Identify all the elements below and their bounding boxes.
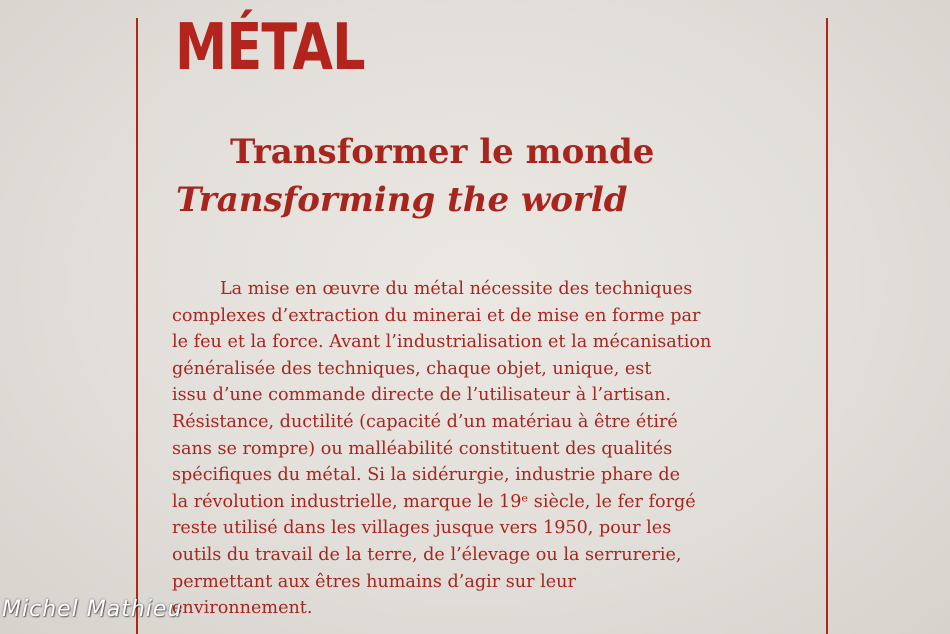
left-vertical-rule — [136, 18, 138, 634]
paragraph-line: Résistance, ductilité (capacité d’un matériau à être étiré — [172, 411, 678, 432]
paragraph-line: reste utilisé dans les villages jusque vers 1950, pour les — [172, 518, 672, 539]
paragraph-line: La mise en œuvre du métal nécessite des techniques — [220, 279, 693, 299]
paragraph-line: la révolution industrielle, marque le 19ᵉ siècle, le fer forgé — [172, 491, 696, 512]
paragraph-line: généralisée des techniques, chaque objet, unique, est — [172, 358, 652, 379]
paragraph-line: issu d’une commande directe de l’utilisateur à l’artisan. — [172, 385, 672, 406]
right-vertical-rule — [826, 18, 828, 634]
subtitle-french: Transformer le monde — [230, 132, 655, 172]
paragraph-line: permettant aux êtres humains d’agir sur leur — [172, 571, 576, 592]
paragraph-line: complexes d’extraction du minerai et de mise en forme par — [172, 305, 701, 326]
paragraph-line: environnement. — [172, 598, 313, 619]
photographer-watermark: Michel Mathieu — [2, 597, 183, 622]
subtitle-english: Transforming the world — [176, 180, 628, 220]
paragraph-line: outils du travail de la terre, de l’élevage ou la serrurerie, — [172, 544, 682, 565]
paragraph-line: sans se rompre) ou malléabilité constituent des qualités — [172, 438, 673, 459]
paragraph-line: le feu et la force. Avant l’industrialisation et la mécanisation — [172, 332, 712, 353]
paragraph-line: spécifiques du métal. Si la sidérurgie, industrie phare de — [172, 465, 681, 486]
panel-title: MÉTAL — [175, 11, 365, 85]
body-paragraph — [172, 276, 792, 622]
